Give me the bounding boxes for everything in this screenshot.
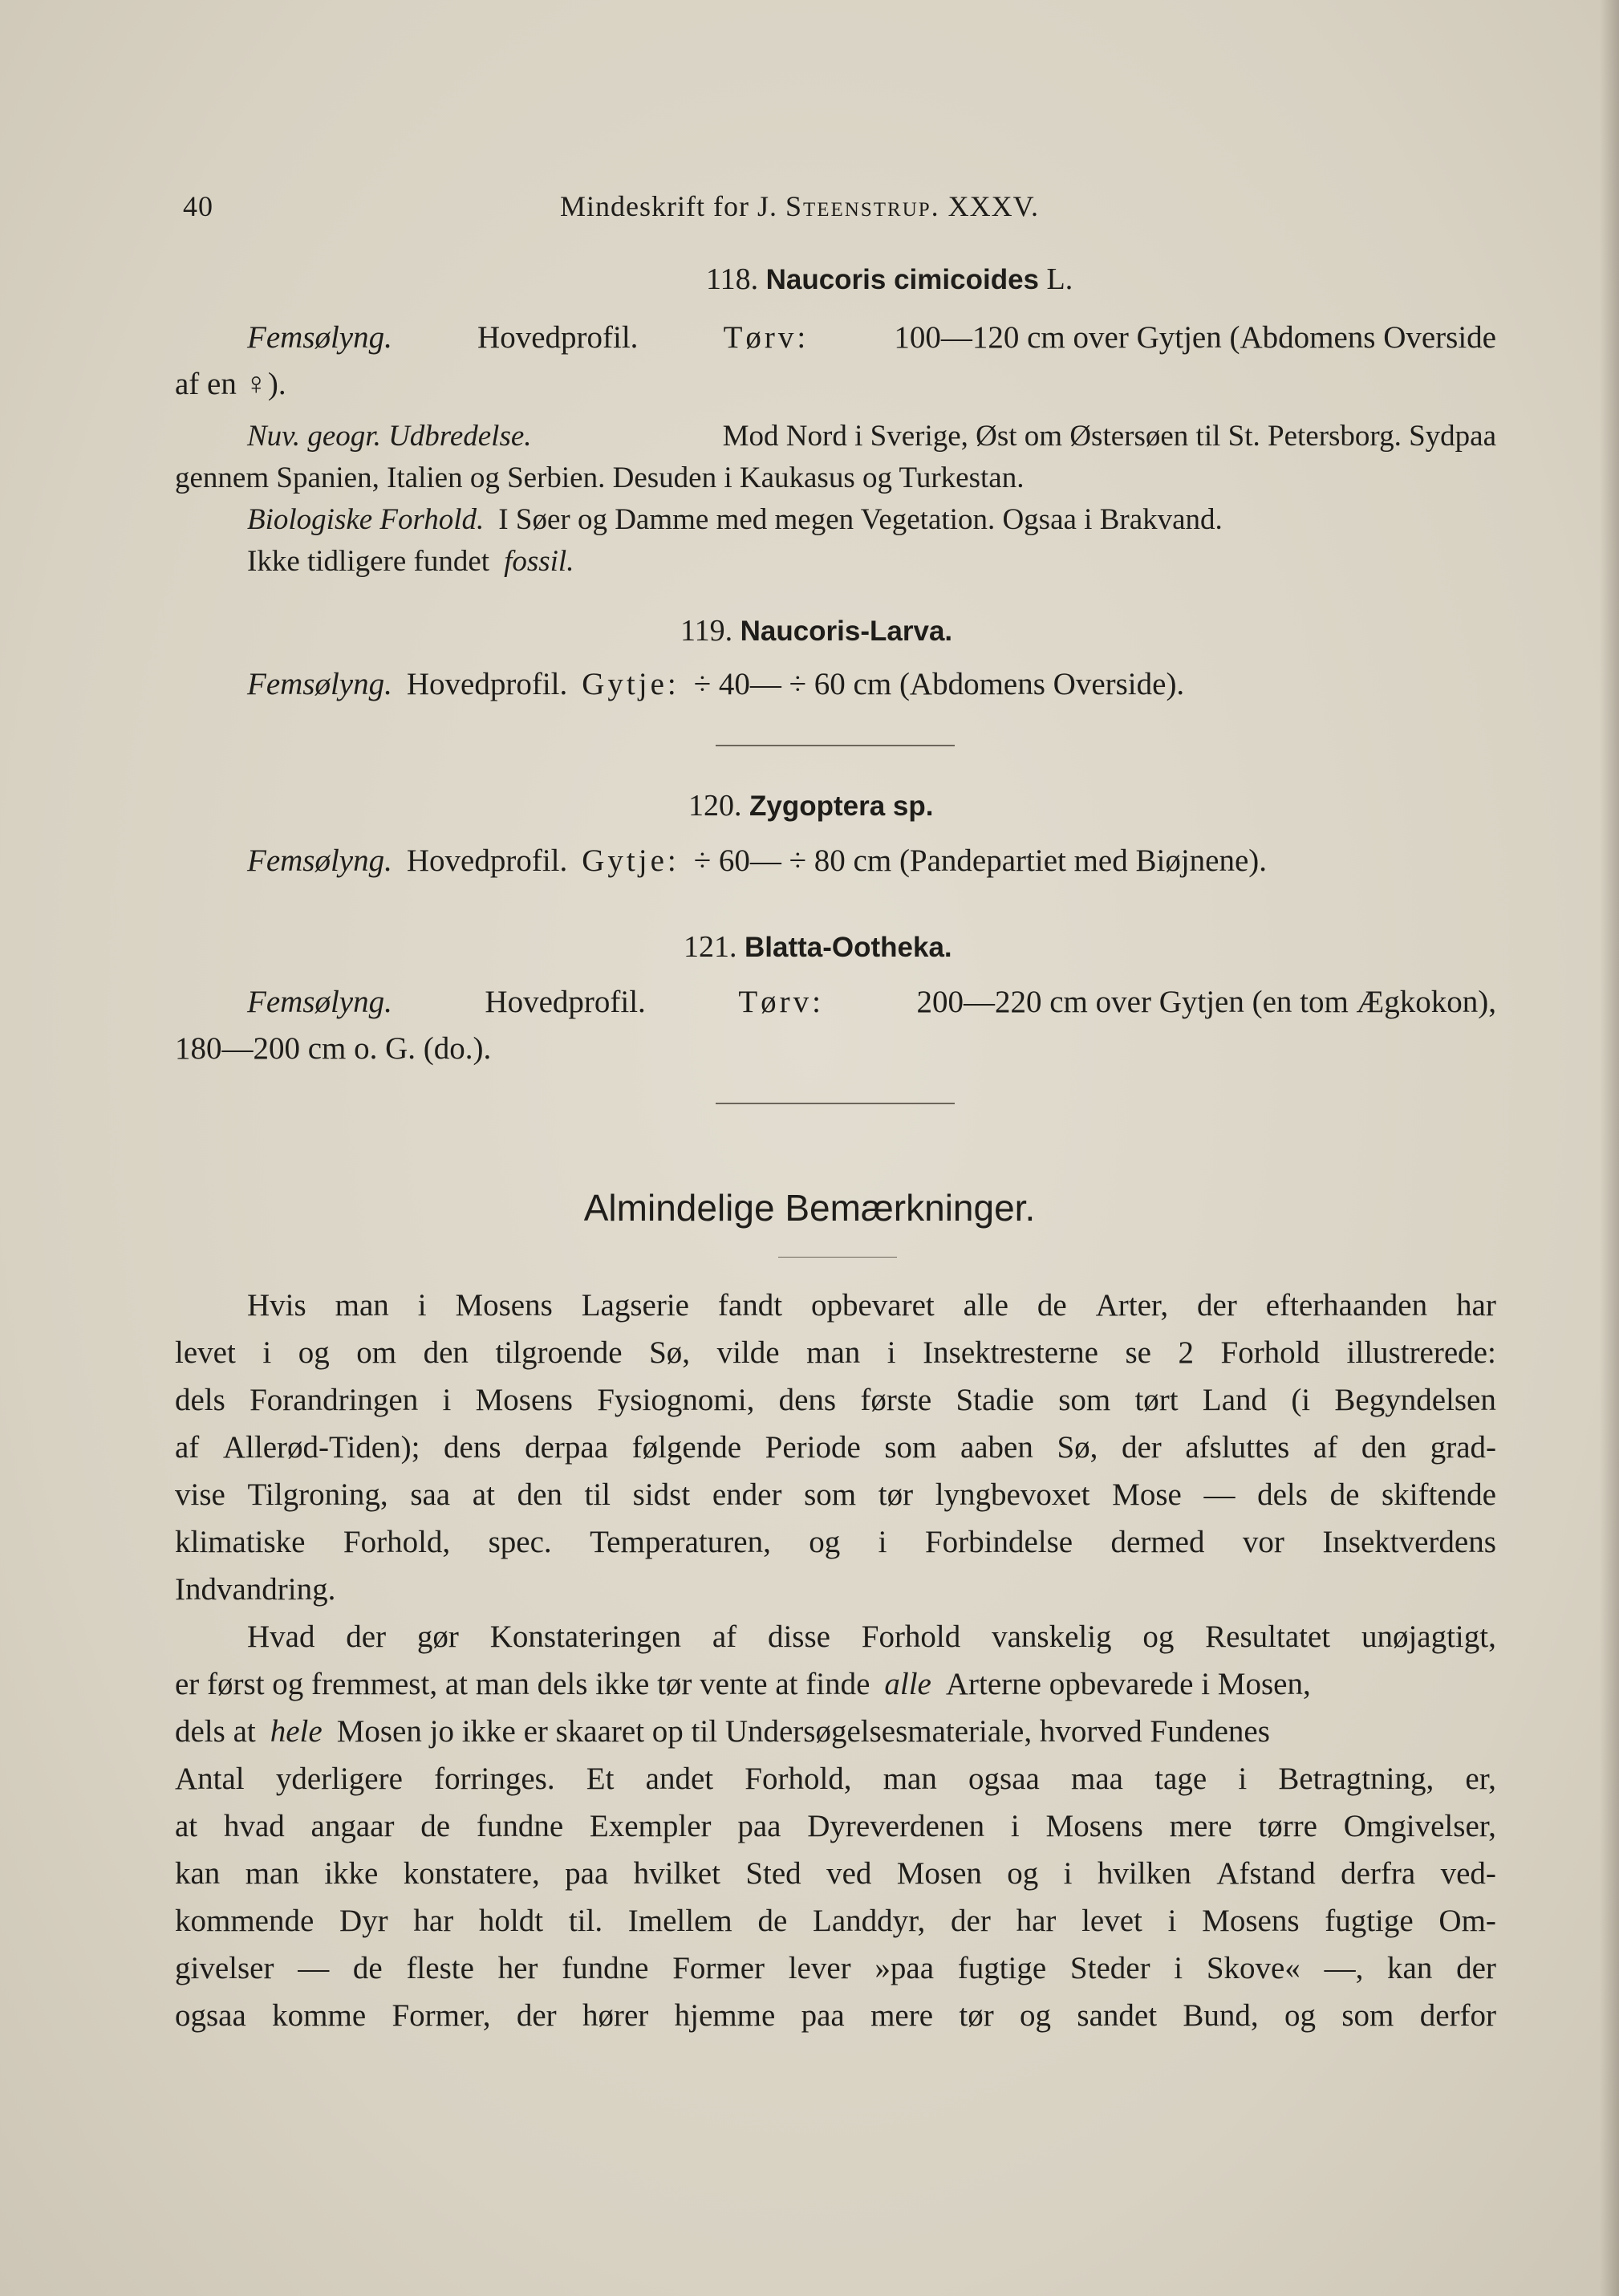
entry-name: Naucoris cimicoides	[765, 264, 1040, 295]
word: lever	[788, 1951, 851, 1985]
entry-118-record-line2	[175, 366, 1496, 402]
body-line	[175, 1950, 1496, 1986]
word: grad-	[1430, 1430, 1496, 1465]
entry-120-title	[688, 788, 933, 823]
entry-number: 119.	[680, 614, 733, 648]
word: Fysiognomi,	[597, 1383, 755, 1417]
word: ender	[712, 1477, 782, 1512]
word: som	[884, 1430, 937, 1465]
separator-rule	[716, 1103, 955, 1104]
word: tør	[959, 1998, 994, 2033]
word: Mosens	[475, 1383, 573, 1417]
word: forringes.	[434, 1762, 555, 1796]
word: første	[860, 1383, 932, 1417]
word: kan	[1387, 1951, 1433, 1985]
layer-name: Gytje:	[582, 843, 680, 878]
word: der	[516, 1998, 557, 2033]
word: til	[584, 1477, 611, 1512]
word: Lagserie	[581, 1288, 689, 1323]
word: i	[887, 1335, 896, 1370]
word: Temperaturen,	[590, 1525, 771, 1559]
word: levet	[175, 1335, 236, 1370]
word: har	[1456, 1288, 1496, 1323]
word: og	[1284, 1998, 1316, 2033]
running-head-name: Steenstrup.	[785, 190, 940, 222]
word: Mosen	[896, 1856, 982, 1891]
word: at	[472, 1477, 495, 1512]
word: holdt	[478, 1904, 544, 1938]
running-head-prefix: Mindeskrift for J.	[560, 190, 777, 222]
record-detail: ÷ 60— ÷ 80 cm (Pandepartiet med Biøjnene).	[693, 843, 1268, 878]
word: som	[804, 1477, 857, 1512]
word: skiftende	[1382, 1477, 1496, 1512]
word: givelser	[175, 1951, 274, 1985]
word: vanskelig	[992, 1619, 1112, 1654]
word: Konstateringen	[489, 1619, 681, 1654]
word: af	[175, 1430, 200, 1465]
body-text: dels at	[175, 1714, 256, 1749]
word: fundne	[476, 1809, 564, 1843]
word: dermed	[1110, 1525, 1205, 1559]
word: tørt	[1134, 1383, 1179, 1417]
word: Imellem	[627, 1904, 732, 1938]
word: Hvad	[247, 1619, 315, 1654]
entry-121-title	[684, 929, 952, 965]
word: —	[298, 1951, 330, 1985]
body-text: Arterne opbevarede i Mosen,	[945, 1667, 1311, 1701]
word: tør	[878, 1477, 914, 1512]
word: af	[1313, 1430, 1338, 1465]
word: kan	[175, 1856, 221, 1891]
word: Antal	[175, 1762, 245, 1796]
entry-119-record	[247, 666, 1568, 702]
word: angaar	[310, 1809, 395, 1843]
heading-rule	[778, 1257, 897, 1258]
body-line	[175, 1713, 1496, 1749]
layer-name: Gytje:	[582, 667, 680, 701]
entry-name: Naucoris-Larva.	[740, 616, 953, 647]
word: —,	[1324, 1951, 1364, 1985]
word: Om-	[1438, 1904, 1496, 1938]
entry-118-distribution-line1	[247, 419, 1496, 453]
word: paa	[565, 1856, 609, 1891]
word: sidst	[632, 1477, 691, 1512]
word: hvad	[223, 1809, 285, 1843]
record-detail-cont: 180—200 cm o. G. (do.).	[175, 1031, 492, 1066]
word: har	[413, 1904, 454, 1938]
word: derfra	[1341, 1856, 1416, 1891]
word: se	[1125, 1335, 1151, 1370]
word: derpaa	[525, 1430, 609, 1465]
word: fleste	[406, 1951, 474, 1985]
word: i	[442, 1383, 452, 1417]
word: mere	[870, 1998, 934, 2033]
word: Dyreverdenen	[807, 1809, 985, 1843]
word: konstatere,	[403, 1856, 540, 1891]
word: Omgivelser,	[1343, 1809, 1496, 1843]
profile-name: Hovedprofil.	[406, 843, 568, 878]
word: Forandringen	[250, 1383, 419, 1417]
word: den	[1361, 1430, 1407, 1465]
word: Skove«	[1206, 1951, 1300, 1985]
word: ogsaa	[175, 1998, 246, 2033]
word: Mosens	[1202, 1904, 1300, 1938]
site-name: Femsølyng.	[247, 320, 392, 355]
word: der	[951, 1904, 991, 1938]
word: at	[175, 1809, 198, 1843]
word: disse	[767, 1619, 830, 1654]
word: Allerød-Tiden);	[222, 1430, 420, 1465]
word: der	[1456, 1951, 1496, 1985]
word: lyngbevoxet	[935, 1477, 1090, 1512]
body-text-italic: hele	[270, 1714, 323, 1749]
word: Sø,	[1057, 1430, 1098, 1465]
word: i	[1174, 1951, 1183, 1985]
word: har	[1016, 1904, 1057, 1938]
entry-120-record	[247, 843, 1568, 879]
word: ved-	[1440, 1856, 1496, 1891]
word: yderligere	[275, 1762, 403, 1796]
body-line	[175, 1571, 1496, 1607]
word: man	[245, 1856, 299, 1891]
word: Insektresterne	[923, 1335, 1098, 1370]
word: ogsaa	[968, 1762, 1040, 1796]
word: —	[1203, 1477, 1236, 1512]
body-line	[175, 1903, 1496, 1939]
entry-118-record-line1	[247, 319, 1496, 356]
body-text: Mosen jo ikke er skaaret op til Undersøgelsesmateriale, hvorved Fundenes	[336, 1714, 1270, 1749]
entry-number: 121.	[684, 930, 737, 964]
entry-number: 120.	[688, 789, 742, 823]
body-line	[175, 1666, 1496, 1702]
word: Forhold	[1220, 1335, 1321, 1370]
word: Et	[586, 1762, 615, 1796]
body-line	[175, 1855, 1496, 1892]
body-line	[175, 1382, 1496, 1418]
word: vilde	[716, 1335, 780, 1370]
word: Land	[1202, 1383, 1268, 1417]
word: paa	[737, 1809, 781, 1843]
word: komme	[272, 1998, 367, 2033]
body-line	[175, 1429, 1496, 1465]
word: af	[712, 1619, 737, 1654]
word: der	[346, 1619, 387, 1654]
body-text: er først og fremmest, at man dels ikke tør vente at finde	[175, 1667, 870, 1701]
profile-name: Hovedprofil.	[485, 985, 646, 1019]
word: i	[262, 1335, 272, 1370]
word: Tilgroning,	[247, 1477, 388, 1512]
word: i	[1063, 1856, 1073, 1891]
word: man	[806, 1335, 861, 1370]
word: om	[356, 1335, 397, 1370]
word: Hvis	[247, 1288, 306, 1323]
word: dels	[175, 1383, 225, 1417]
word: man	[335, 1288, 389, 1323]
word: den	[517, 1477, 562, 1512]
word: og	[809, 1525, 841, 1559]
word: de	[420, 1809, 451, 1843]
word: saa	[410, 1477, 451, 1512]
word: hjemme	[674, 1998, 776, 2033]
running-head	[560, 189, 1039, 223]
body-line	[175, 1335, 1496, 1371]
fossil-prefix: Ikke tidligere fundet	[247, 545, 490, 578]
word: som	[1058, 1383, 1111, 1417]
entry-number: 118.	[706, 262, 759, 296]
word: der	[1197, 1288, 1237, 1323]
site-name: Femsølyng.	[247, 843, 392, 878]
word: Begyndelsen	[1334, 1383, 1496, 1417]
word: unøjagtigt,	[1361, 1619, 1496, 1654]
word: alle	[963, 1288, 1008, 1323]
word: ved	[826, 1856, 872, 1891]
entry-author: L.	[1046, 262, 1073, 296]
word: de	[352, 1951, 383, 1985]
word: og	[1007, 1856, 1039, 1891]
word: følgende	[631, 1430, 742, 1465]
word: Steder	[1069, 1951, 1150, 1985]
word: Dyr	[339, 1904, 388, 1938]
word: de	[1037, 1288, 1067, 1323]
word: aaben	[960, 1430, 1033, 1465]
word: opbevaret	[810, 1288, 935, 1323]
word: den	[423, 1335, 469, 1370]
body-line	[175, 1997, 1496, 2034]
word: kommende	[175, 1904, 314, 1938]
entry-119-title	[680, 613, 952, 648]
word: Exempler	[589, 1809, 712, 1843]
word: Periode	[765, 1430, 861, 1465]
body-line	[175, 1524, 1496, 1560]
word: de	[757, 1904, 788, 1938]
word: fugtige	[1325, 1904, 1414, 1938]
word: vise	[175, 1477, 225, 1512]
profile-name: Hovedprofil.	[477, 320, 639, 355]
word: andet	[645, 1762, 714, 1796]
word: tage	[1154, 1762, 1207, 1796]
body-line	[175, 1477, 1496, 1513]
word: er,	[1465, 1762, 1496, 1796]
word: Former	[672, 1951, 765, 1985]
word: Betragtning,	[1278, 1762, 1434, 1796]
word: »paa	[874, 1951, 935, 1985]
page-number: 40	[183, 190, 213, 222]
word: og	[1020, 1998, 1052, 2033]
layer-name: Tørv:	[738, 985, 824, 1019]
record-detail: 200—220 cm over Gytjen (en tom Ægkokon),	[916, 985, 1496, 1019]
word: mere	[1169, 1809, 1232, 1843]
word: Bund,	[1183, 1998, 1259, 2033]
word: i	[417, 1288, 427, 1323]
word: vor	[1242, 1525, 1284, 1559]
biology-label: Biologiske Forhold.	[247, 503, 485, 536]
word: Arter,	[1095, 1288, 1169, 1323]
word: hvilken	[1097, 1856, 1191, 1891]
site-name: Femsølyng.	[247, 667, 392, 701]
word: dens	[778, 1383, 837, 1417]
word: dels	[1257, 1477, 1308, 1512]
word: fugtige	[957, 1951, 1047, 1985]
word: Stadie	[956, 1383, 1034, 1417]
word: fandt	[717, 1288, 783, 1323]
word: Mosens	[1045, 1809, 1143, 1843]
entry-118-biology	[247, 502, 1568, 537]
word: i	[878, 1525, 887, 1559]
distribution-text: Mod Nord i Sverige, Øst om Østersøen til St. Petersborg. Sydpaa	[722, 420, 1496, 453]
word: Afstand	[1216, 1856, 1316, 1891]
word: som	[1341, 1998, 1394, 2033]
word: i	[1010, 1809, 1020, 1843]
page-edge-shadow	[1600, 0, 1619, 2296]
record-detail: ÷ 40— ÷ 60 cm (Abdomens Overside).	[693, 667, 1185, 701]
word: Forbindelse	[924, 1525, 1073, 1559]
word: Forhold,	[343, 1525, 451, 1559]
word: tørre	[1258, 1809, 1317, 1843]
word: fundne	[562, 1951, 649, 1985]
entry-name: Zygoptera sp.	[749, 790, 934, 822]
word: Resultatet	[1205, 1619, 1331, 1654]
word: levet	[1081, 1904, 1142, 1938]
layer-name: Tørv:	[723, 320, 810, 355]
word: her	[497, 1951, 538, 1985]
running-head-volume: XXXV.	[947, 190, 1040, 222]
word: dens	[444, 1430, 501, 1465]
word: hvilket	[633, 1856, 720, 1891]
entry-121-record-line2	[175, 1030, 1496, 1067]
word: Sted	[745, 1856, 801, 1891]
word: Insektverdens	[1322, 1525, 1496, 1559]
entry-121-record-line1	[247, 984, 1496, 1020]
word: og	[298, 1335, 330, 1370]
word: ikke	[324, 1856, 379, 1891]
word: derfor	[1419, 1998, 1496, 2033]
body-line	[175, 1761, 1496, 1797]
record-detail: 100—120 cm over Gytjen (Abdomens Overside	[894, 320, 1496, 355]
word: i	[1167, 1904, 1177, 1938]
word: hører	[582, 1998, 649, 2033]
word: Mose	[1112, 1477, 1182, 1512]
distribution-label: Nuv. geogr. Udbredelse.	[247, 420, 532, 453]
record-detail-cont: af en ♀).	[175, 367, 286, 401]
word: afsluttes	[1185, 1430, 1290, 1465]
separator-rule	[716, 745, 955, 746]
word: til.	[568, 1904, 603, 1938]
word: gør	[416, 1619, 459, 1654]
word: sandet	[1077, 1998, 1158, 2033]
body-line	[175, 1808, 1496, 1844]
body-text-italic: alle	[884, 1667, 931, 1701]
entry-118-title	[706, 262, 1073, 297]
word: spec.	[488, 1525, 552, 1559]
word: og	[1142, 1619, 1175, 1654]
body-text: Indvandring.	[175, 1572, 336, 1607]
word: tilgroende	[495, 1335, 623, 1370]
entry-118-fossil	[247, 544, 1568, 579]
word: klimatiske	[175, 1525, 306, 1559]
word: illustrerede:	[1346, 1335, 1496, 1370]
fossil-word: fossil.	[504, 545, 574, 578]
word: (i	[1291, 1383, 1311, 1417]
entry-118-distribution-line2	[175, 461, 1496, 495]
distribution-text-cont: gennem Spanien, Italien og Serbien. Desuden i Kaukasus og Turkestan.	[175, 461, 1025, 494]
word: Former,	[392, 1998, 491, 2033]
word: paa	[801, 1998, 845, 2033]
word: Sø,	[649, 1335, 691, 1370]
word: Landdyr,	[813, 1904, 926, 1938]
word: de	[1329, 1477, 1360, 1512]
site-name: Femsølyng.	[247, 985, 392, 1019]
word: Mosens	[455, 1288, 553, 1323]
profile-name: Hovedprofil.	[406, 667, 568, 701]
section-heading: Almindelige Bemærkninger.	[583, 1187, 1036, 1229]
body-line	[247, 1619, 1496, 1655]
word: efterhaanden	[1265, 1288, 1428, 1323]
word: i	[1238, 1762, 1248, 1796]
biology-text: I Søer og Damme med megen Vegetation. Ogsaa i Brakvand.	[498, 503, 1223, 536]
word: maa	[1071, 1762, 1123, 1796]
word: der	[1121, 1430, 1162, 1465]
body-line	[247, 1287, 1496, 1323]
word: 2	[1178, 1335, 1194, 1370]
word: Forhold,	[745, 1762, 852, 1796]
entry-name: Blatta-Ootheka.	[745, 932, 952, 963]
word: man	[883, 1762, 937, 1796]
word: Forhold	[861, 1619, 961, 1654]
